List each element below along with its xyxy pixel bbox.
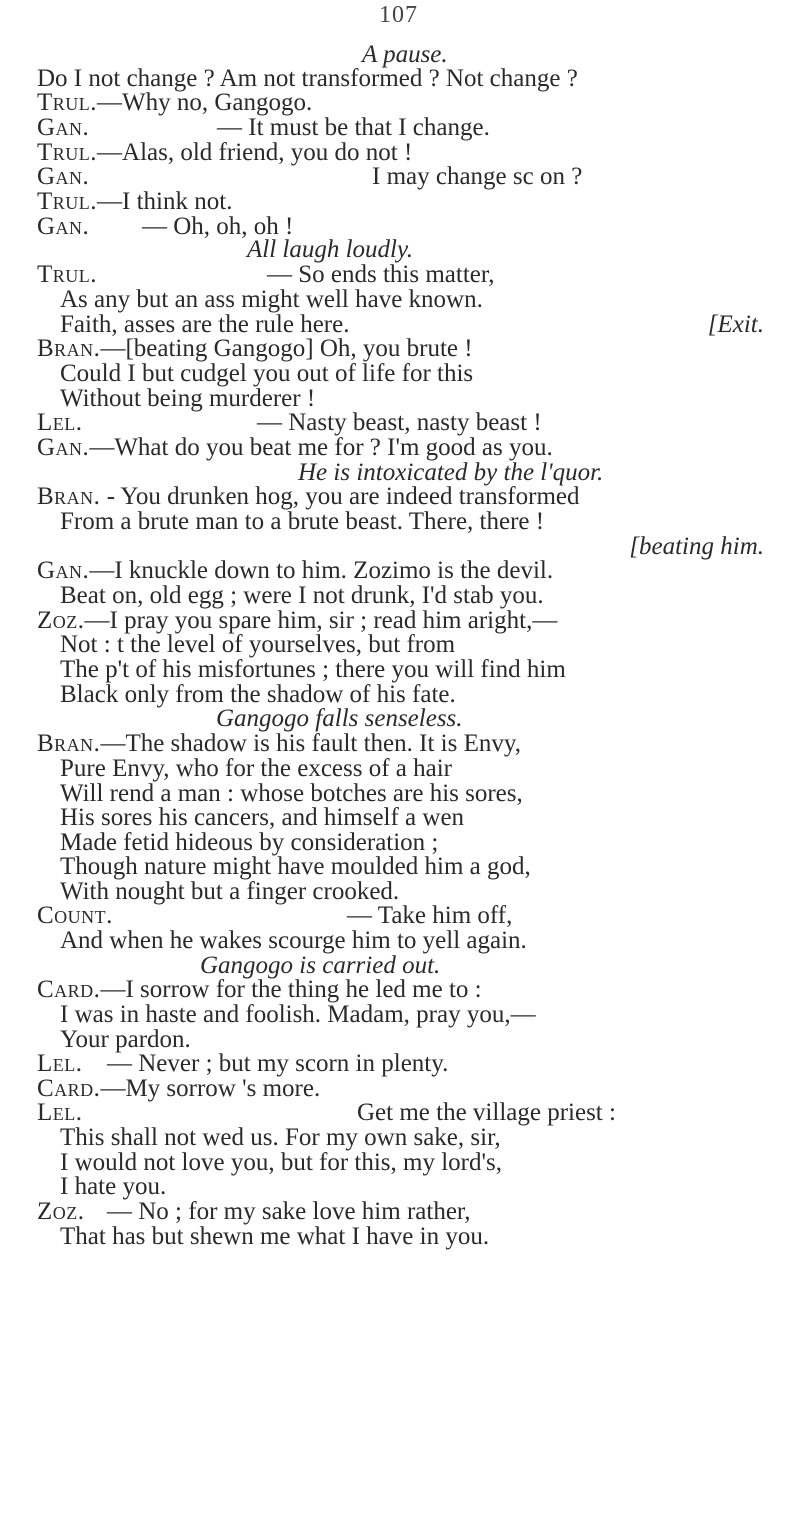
line-text: The p't of his misfortunes ; there you will find him	[60, 656, 566, 683]
page-number: 107	[379, 2, 418, 28]
line-text: —I knuckle down to him. Zozimo is the devil.	[89, 557, 554, 584]
speaker-name: Trul.	[37, 188, 98, 215]
speaker-name: Gan.	[37, 557, 90, 584]
line-text: —I think not.	[97, 188, 233, 215]
speaker-name: Lel.	[37, 409, 83, 436]
line-text: Not : t the level of yourselves, but from	[60, 631, 456, 658]
right-stage-direction: [beating him.	[629, 533, 764, 560]
line-text: That has but shewn me what I have in you.	[60, 1223, 490, 1250]
line-text: From a brute man to a brute beast. There, there !	[60, 508, 545, 535]
line-text: Black only from the shadow of his fate.	[60, 681, 456, 708]
line-text: This shall not wed us. For my own sake, sir,	[60, 1124, 501, 1151]
line-text: Gangogo is carried out.	[200, 952, 441, 979]
speaker-name: Gan.	[37, 163, 90, 190]
verse-line	[60, 507, 544, 537]
line-text: — No ; for my sake love him rather,	[107, 1198, 471, 1225]
line-text: He is intoxicated by the l'quor.	[298, 459, 604, 486]
line-text: I would not love you, but for this, my lord's,	[60, 1149, 502, 1176]
line-text: Gangogo falls senseless.	[216, 705, 463, 732]
line-text: —I pray you spare him, sir ; read him aright,—	[84, 607, 558, 634]
line-text: And when he wakes scourge him to yell again.	[60, 927, 527, 954]
line-text: - You drunken hog, you are indeed transformed	[100, 483, 580, 510]
speaker-name: Bran.	[37, 730, 101, 757]
right-stage-direction: [Exit.	[707, 311, 764, 338]
verse-line	[60, 1222, 489, 1252]
line-text: —[beating Gangogo] Oh, you brute !	[100, 335, 473, 362]
line-text: Beat on, old egg ; were I not drunk, I'd stab you.	[60, 582, 544, 609]
line-text: —What do you beat me for ? I'm good as you.	[89, 434, 553, 461]
line-text: Do I not change ? Am not transformed ? Not change ?	[37, 65, 578, 92]
line-text: — Nasty beast, nasty beast !	[257, 409, 542, 436]
line-text: —Alas, old friend, you do not !	[97, 139, 413, 166]
speaker-name: Zoz.	[37, 607, 85, 634]
line-text: Will rend a man : whose botches are his sores,	[60, 780, 523, 807]
line-text: —The shadow is his fault then. It is Envy,	[100, 730, 521, 757]
speaker-name: Count.	[37, 902, 113, 929]
speaker-name: Card.	[37, 1075, 101, 1102]
line-text: Get me the village priest :	[357, 1099, 616, 1126]
speaker-name: Bran.	[37, 335, 101, 362]
speaker-name: Lel.	[37, 1099, 83, 1126]
line-text: — So ends this matter,	[267, 261, 495, 288]
speaker-name: Gan.	[37, 434, 90, 461]
line-text: With nought but a finger crooked.	[60, 878, 400, 905]
line-text: — Never ; but my scorn in plenty.	[107, 1050, 449, 1077]
line-text: —I sorrow for the thing he led me to :	[100, 976, 482, 1003]
speaker-name: Trul.	[37, 89, 98, 116]
line-text: Your pardon.	[60, 1026, 191, 1053]
line-text: All laugh loudly.	[247, 236, 413, 263]
line-text: A pause.	[362, 41, 448, 68]
line-text: Without being murderer !	[60, 385, 316, 412]
line-text: Could I but cudgel you out of life for this	[60, 360, 474, 387]
line-text: His sores his cancers, and himself a wen	[60, 804, 465, 831]
speaker-name: Card.	[37, 976, 101, 1003]
speaker-name: Trul.	[37, 139, 98, 166]
speaker-name: Zoz.	[37, 1198, 85, 1225]
speaker-name: Gan.	[37, 114, 90, 141]
line-text: As any but an ass might well have known.	[60, 286, 483, 313]
line-text: — Oh, oh, oh !	[142, 213, 294, 240]
line-text: I may change sc on ?	[372, 163, 583, 190]
speaker-name: Lel.	[37, 1050, 83, 1077]
speaker-name: Trul.	[37, 261, 98, 288]
speaker-name: Bran.	[37, 483, 101, 510]
line-text: — It must be that I change.	[217, 114, 490, 141]
line-text: — Take him off,	[347, 902, 513, 929]
line-text: Made fetid hideous by consideration ;	[60, 829, 439, 856]
line-text: I was in haste and foolish. Madam, pray you,—	[60, 1001, 536, 1028]
line-text: Faith, asses are the rule here.	[60, 311, 350, 338]
line-text: Pure Envy, who for the excess of a hair	[60, 755, 453, 782]
speaker-name: Gan.	[37, 213, 90, 240]
line-text: I hate you.	[60, 1173, 167, 1200]
line-text: Though nature might have moulded him a god,	[60, 853, 531, 880]
line-text: —Why no, Gangogo.	[97, 89, 313, 116]
line-text: —My sorrow 's more.	[100, 1075, 321, 1102]
